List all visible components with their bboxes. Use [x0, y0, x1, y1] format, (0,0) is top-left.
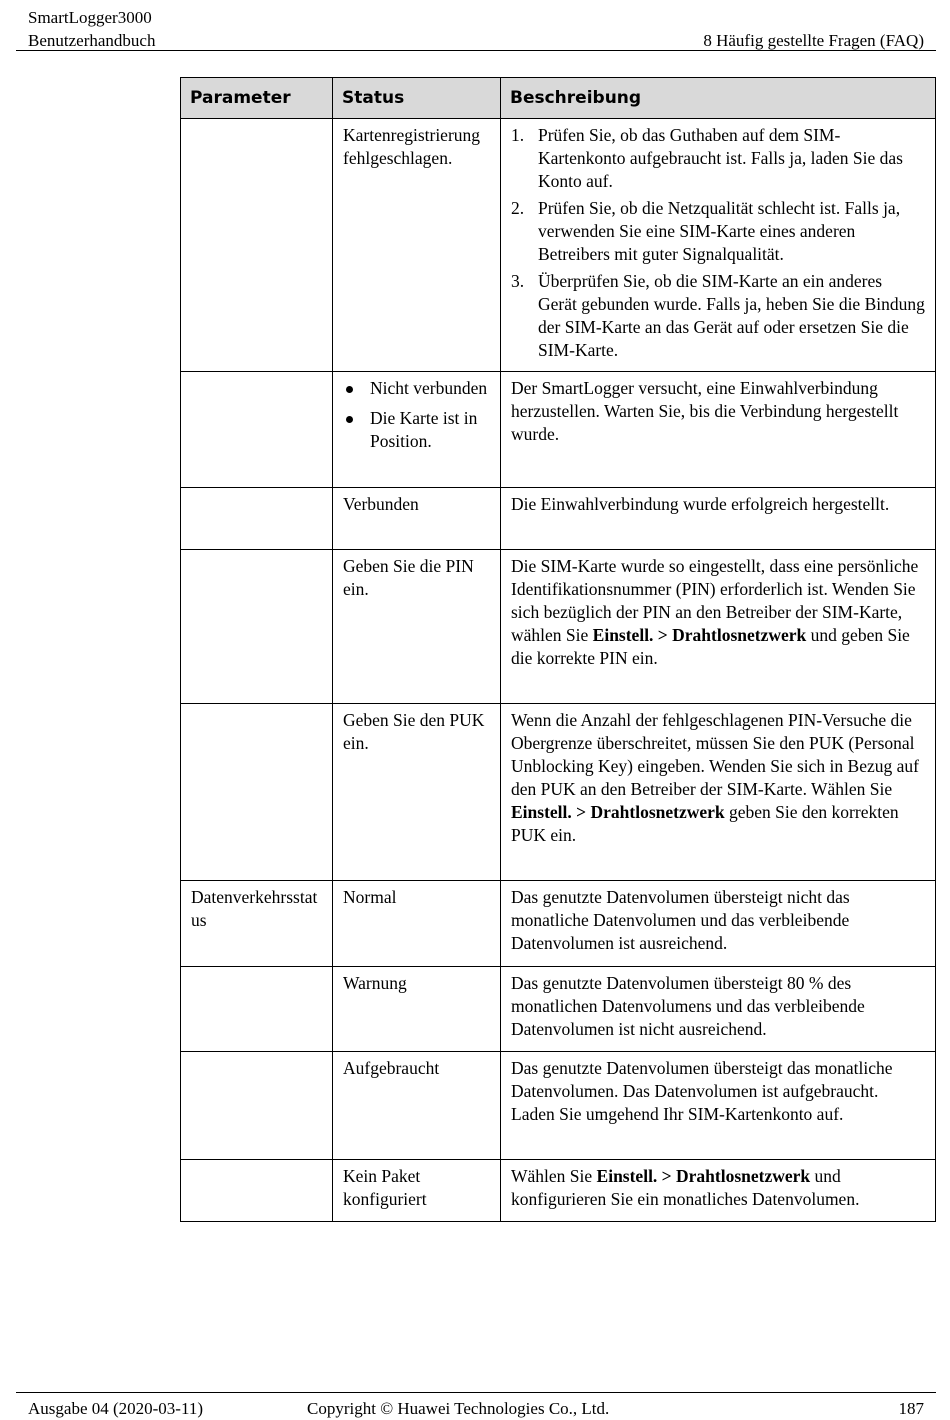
menu-path: Einstell. > Drahtlosnetzwerk	[596, 1166, 811, 1186]
status-cell: Geben Sie die PIN ein.	[333, 550, 501, 704]
table-row	[181, 119, 936, 372]
faq-table	[180, 77, 936, 1222]
menu-path: Einstell. > Drahtlosnetzwerk	[511, 802, 725, 822]
footer-divider	[16, 1392, 936, 1393]
header-divider	[16, 50, 936, 51]
description-cell: Das genutzte Datenvolumen übersteigt das monatliche Datenvolumen. Das Datenvolumen ist aufgebraucht. Laden Sie umgehend Ihr SIM-Kartenkonto auf.	[501, 1052, 936, 1160]
list-item: Nicht verbunden	[343, 377, 490, 400]
status-cell: Normal	[333, 881, 501, 967]
parameter-cell-empty	[181, 119, 333, 372]
table-header-row	[181, 78, 936, 119]
parameter-cell: Datenverkehrsstatus	[181, 881, 333, 967]
list-item: 1. Prüfen Sie, ob das Guthaben auf dem SIM-Kartenkonto aufgebraucht ist. Falls ja, laden Sie das Konto auf.	[511, 125, 903, 191]
table-row	[181, 1052, 936, 1160]
status-cell: Aufgebraucht	[333, 1052, 501, 1160]
page-header-left	[28, 6, 155, 52]
column-header-description: Beschreibung	[501, 78, 936, 119]
description-cell: Die SIM-Karte wurde so eingestellt, dass eine persönliche Identifikationsnummer (PIN) erforderlich ist. Wenden Sie sich bezüglich der PIN an den Betreiber der SIM-Karte, wählen Sie Einstell. > Drahtlosnetzwerk und geben Sie die korrekte PIN ein.	[501, 550, 936, 704]
table-row	[181, 550, 936, 704]
list-item: 3. Überprüfen Sie, ob die SIM-Karte an ein anderes Gerät gebunden wurde. Falls ja, heben Sie die Bindung der SIM-Karte an das Gerät auf oder ersetzen Sie die SIM-Karte.	[511, 271, 925, 360]
copyright-label: Copyright © Huawei Technologies Co., Ltd.	[307, 1399, 610, 1418]
status-cell: Warnung	[333, 967, 501, 1052]
description-cell	[501, 119, 936, 372]
table-row	[181, 372, 936, 488]
step-list	[511, 124, 925, 362]
table-row	[181, 1160, 936, 1222]
parameter-cell-empty	[181, 550, 333, 704]
parameter-cell-empty	[181, 1160, 333, 1222]
table-row	[181, 881, 936, 967]
status-cell: Verbunden	[333, 488, 501, 550]
menu-path: Einstell. > Drahtlosnetzwerk	[592, 625, 807, 645]
parameter-cell-empty	[181, 704, 333, 881]
table-row	[181, 488, 936, 550]
description-cell: Das genutzte Datenvolumen übersteigt 80 % des monatlichen Datenvolumens und das verbleibende Datenvolumen ist nicht ausreichend.	[501, 967, 936, 1052]
parameter-cell-empty	[181, 488, 333, 550]
column-header-status: Status	[333, 78, 501, 119]
list-item: 2. Prüfen Sie, ob die Netzqualität schlecht ist. Falls ja, verwenden Sie eine SIM-Karte eines anderen Betreibers mit guter Signalqualität.	[511, 198, 901, 264]
parameter-cell-empty	[181, 372, 333, 488]
status-cell: Kartenregistrierung fehlgeschlagen.	[333, 119, 501, 372]
status-cell: Geben Sie den PUK ein.	[333, 704, 501, 881]
description-cell: Der SmartLogger versucht, eine Einwahlverbindung herzustellen. Warten Sie, bis die Verbindung hergestellt wurde.	[501, 372, 936, 488]
status-cell: Kein Paket konfiguriert	[333, 1160, 501, 1222]
table-row	[181, 704, 936, 881]
description-cell: Wählen Sie Einstell. > Drahtlosnetzwerk und konfigurieren Sie ein monatliches Datenvolumen.	[501, 1160, 936, 1222]
description-cell: Wenn die Anzahl der fehlgeschlagenen PIN-Versuche die Obergrenze überschreitet, müssen Sie den PUK (Personal Unblocking Key) eingeben. Wenden Sie sich in Bezug auf den PUK an den Betreiber der SIM-Karte. Wählen Sie Einstell. > Drahtlosnetzwerk geben Sie den korrekten PUK ein.	[501, 704, 936, 881]
issue-label: Ausgabe 04 (2020-03-11)	[28, 1399, 203, 1418]
parameter-cell-empty	[181, 1052, 333, 1160]
description-cell: Das genutzte Datenvolumen übersteigt nicht das monatliche Datenvolumen und das verbleibende Datenvolumen ist ausreichend.	[501, 881, 936, 967]
chapter-title: 8 Häufig gestellte Fragen (FAQ)	[703, 31, 924, 50]
status-cell	[333, 372, 501, 488]
table-row	[181, 967, 936, 1052]
column-header-parameter: Parameter	[181, 78, 333, 119]
description-cell: Die Einwahlverbindung wurde erfolgreich hergestellt.	[501, 488, 936, 550]
manual-name: Benutzerhandbuch	[28, 31, 156, 50]
status-bullet-list	[343, 377, 490, 453]
page-number: 187	[898, 1399, 924, 1418]
product-name: SmartLogger3000	[28, 8, 152, 27]
list-item: Die Karte ist in Position.	[343, 407, 490, 453]
parameter-cell-empty	[181, 967, 333, 1052]
